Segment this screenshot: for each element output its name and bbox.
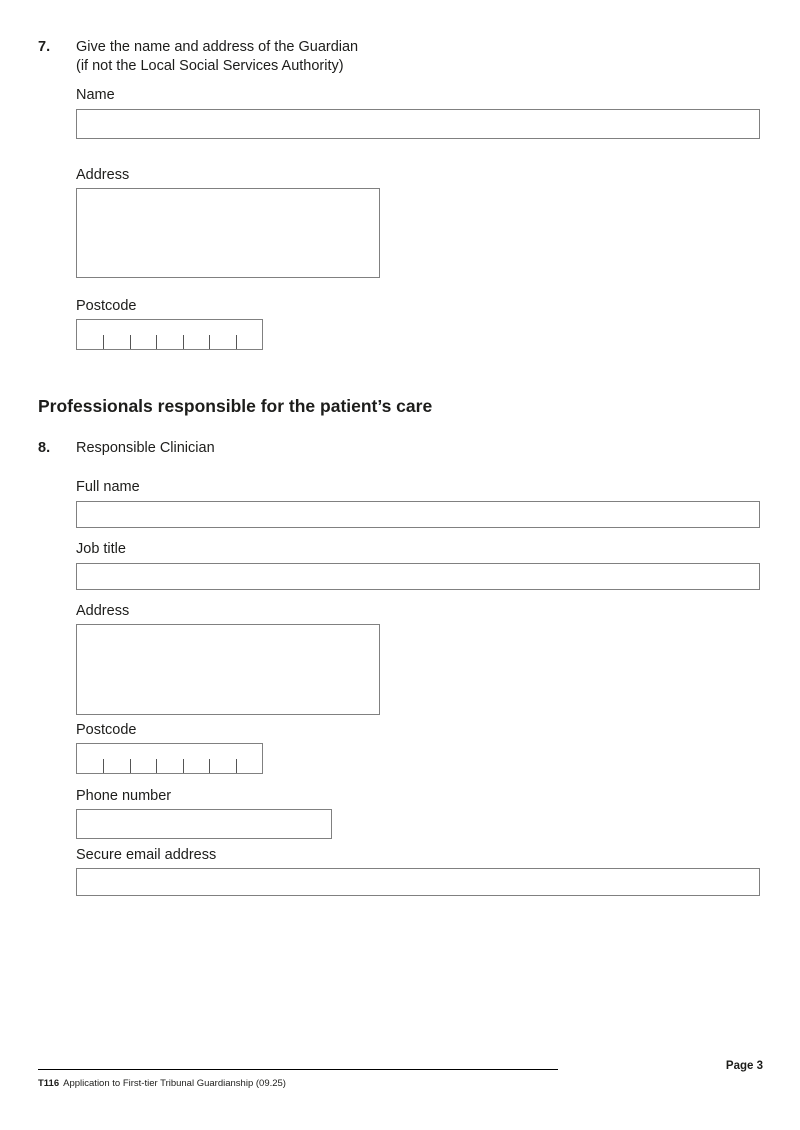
question-number-7: 7.: [38, 39, 51, 55]
postcode-cell-divider: [209, 335, 210, 349]
question-number-8: 8.: [38, 440, 51, 456]
clinician-postcode-label: Postcode: [76, 722, 137, 738]
postcode-cell-divider: [236, 759, 237, 773]
footer-form-reference: [38, 1078, 286, 1090]
postcode-cell-divider: [130, 335, 131, 349]
question-7-text: [76, 38, 760, 76]
footer-form-code: T116: [38, 1078, 60, 1089]
clinician-phone-input[interactable]: [76, 809, 332, 839]
footer-divider: [38, 1069, 558, 1070]
postcode-cell-divider: [103, 335, 104, 349]
clinician-postcode-input[interactable]: [76, 743, 263, 774]
question-7-line1: Give the name and address of the Guardian: [76, 39, 359, 55]
clinician-email-label: Secure email address: [76, 847, 217, 863]
guardian-name-label: Name: [76, 87, 115, 103]
section-clinician: [38, 439, 760, 896]
clinician-full-name-label: Full name: [76, 479, 140, 495]
professionals-heading: Professionals responsible for the patient’s care: [38, 396, 433, 416]
page-number: Page 3: [725, 1060, 763, 1072]
question-7-line2: (if not the Local Social Services Authority): [76, 58, 344, 74]
postcode-cell-divider: [183, 335, 184, 349]
postcode-cell-divider: [103, 759, 104, 773]
guardian-address-input[interactable]: [76, 188, 380, 278]
footer-form-title: Application to First-tier Tribunal Guardianship (09.25): [63, 1078, 286, 1089]
clinician-job-title-input[interactable]: [76, 563, 760, 590]
clinician-full-name-input[interactable]: [76, 501, 760, 528]
clinician-address-label: Address: [76, 603, 130, 619]
guardian-postcode-label: Postcode: [76, 298, 137, 314]
postcode-cell-divider: [209, 759, 210, 773]
postcode-cell-divider: [156, 759, 157, 773]
postcode-cell-divider: [183, 759, 184, 773]
postcode-cell-divider: [156, 335, 157, 349]
clinician-phone-label: Phone number: [76, 788, 172, 804]
postcode-cell-divider: [236, 335, 237, 349]
clinician-email-input[interactable]: [76, 868, 760, 896]
guardian-address-label: Address: [76, 167, 130, 183]
clinician-job-title-label: Job title: [76, 541, 126, 557]
section-guardian: [38, 38, 760, 350]
guardian-postcode-input[interactable]: [76, 319, 263, 350]
postcode-cell-divider: [130, 759, 131, 773]
guardian-name-input[interactable]: [76, 109, 760, 139]
clinician-title: Responsible Clinician: [76, 440, 215, 456]
clinician-address-input[interactable]: [76, 624, 380, 715]
